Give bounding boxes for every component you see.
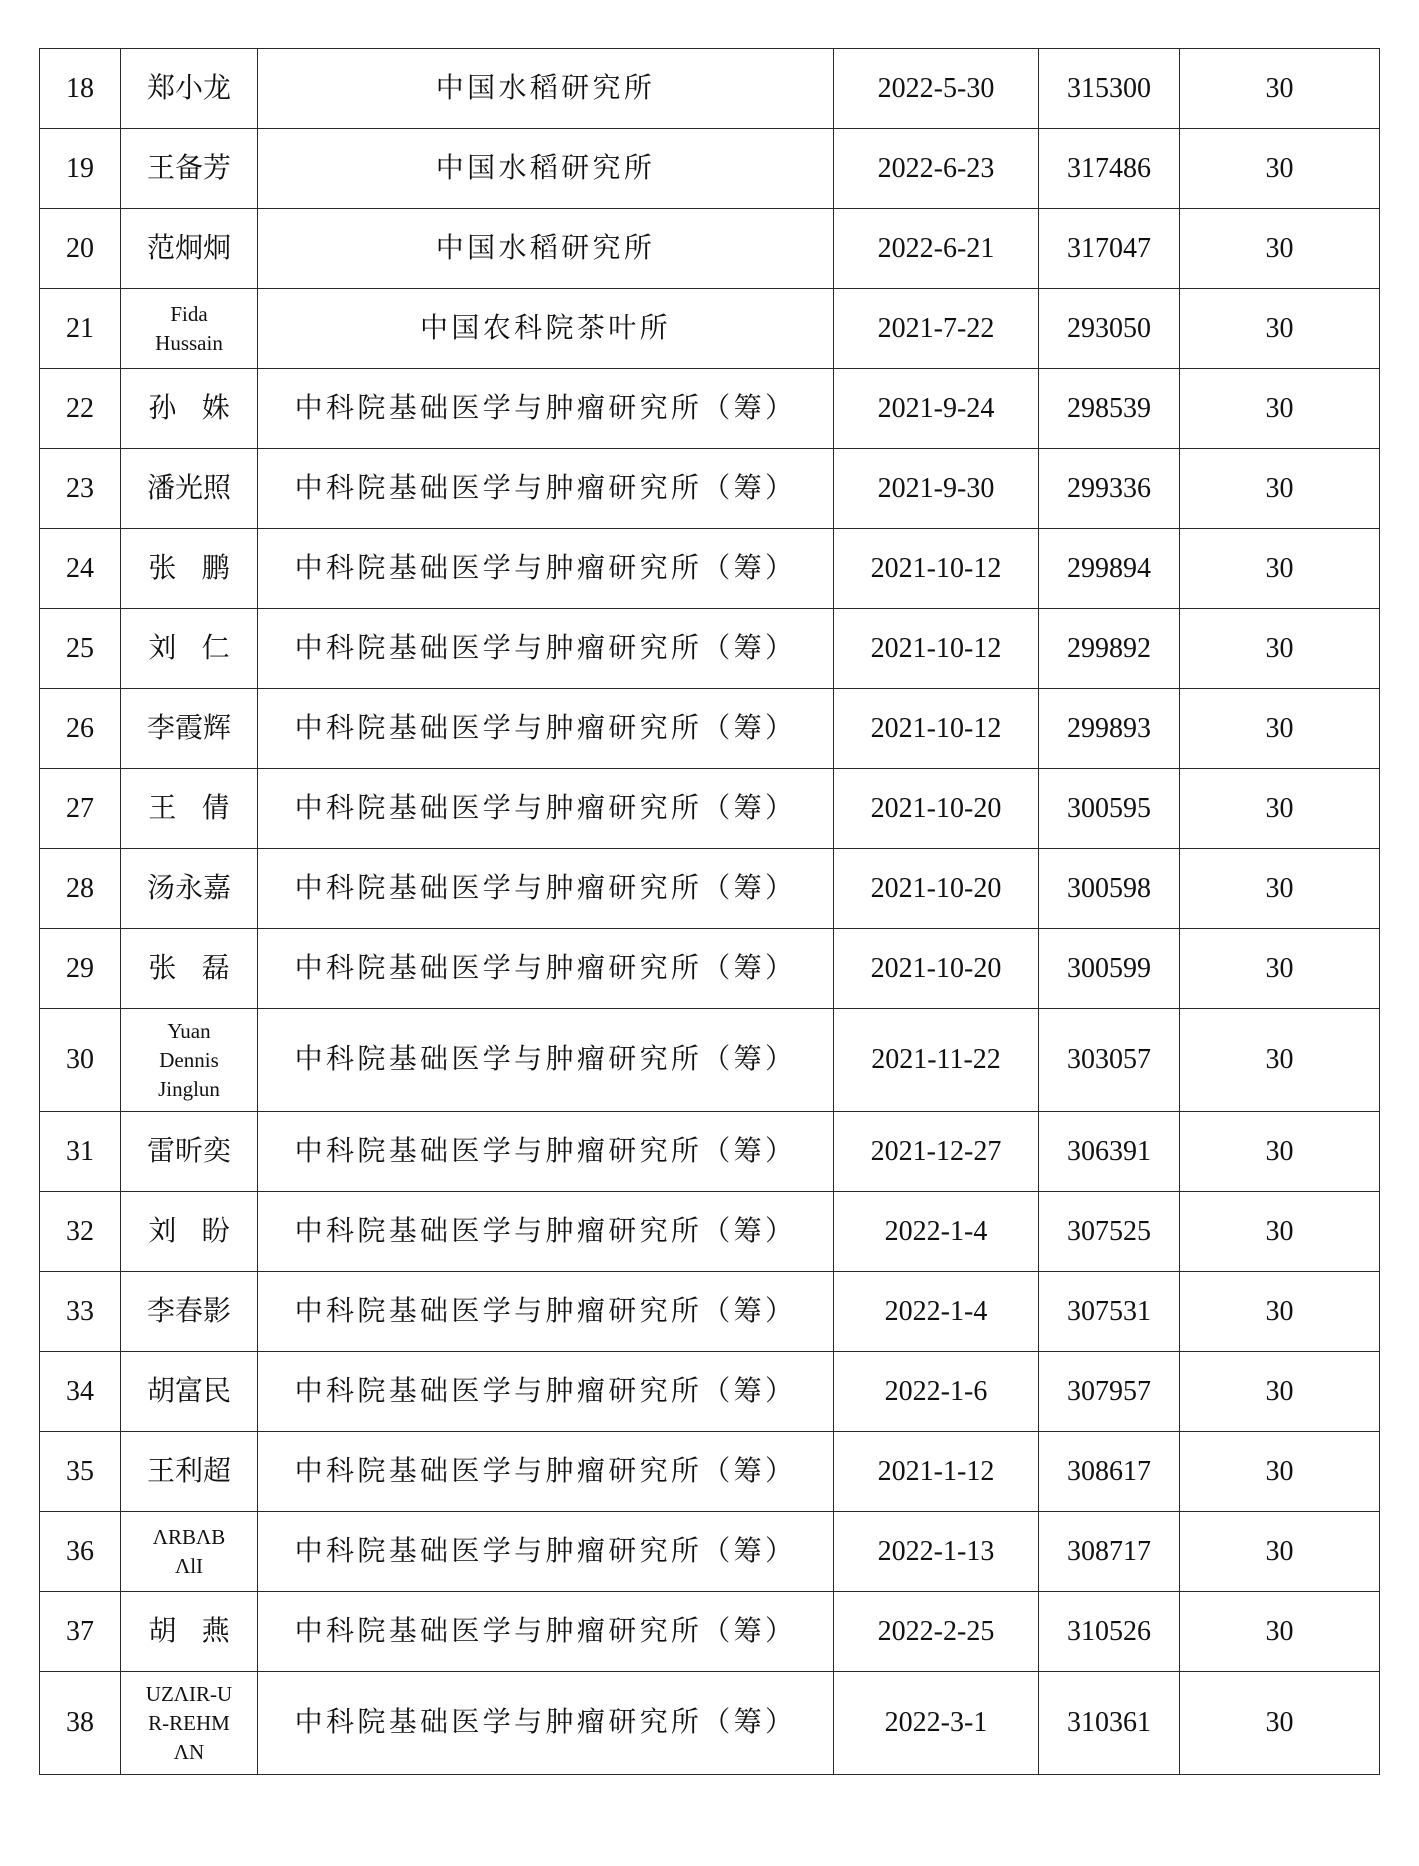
certificate-number-cell: 308617	[1039, 1432, 1180, 1512]
certificate-number-cell: 315300	[1039, 49, 1180, 129]
amount-cell: 30	[1180, 1192, 1380, 1272]
table-row	[40, 369, 1380, 449]
date-cell: 2021-9-24	[834, 369, 1039, 449]
institution-cell: 中国水稻研究所	[258, 49, 834, 129]
certificate-number-cell: 317047	[1039, 209, 1180, 289]
row-number-cell: 28	[40, 849, 121, 929]
certificate-number-cell: 298539	[1039, 369, 1180, 449]
name-cell: UZΛIR-U R-REHM ΛN	[121, 1672, 258, 1775]
certificate-number-cell: 299893	[1039, 689, 1180, 769]
date-cell: 2021-10-12	[834, 529, 1039, 609]
amount-cell: 30	[1180, 289, 1380, 369]
certificate-number-cell: 293050	[1039, 289, 1180, 369]
table-row	[40, 1192, 1380, 1272]
date-cell: 2022-6-21	[834, 209, 1039, 289]
date-cell: 2021-12-27	[834, 1112, 1039, 1192]
institution-cell: 中国水稻研究所	[258, 129, 834, 209]
roster-table	[39, 48, 1380, 1775]
table-row	[40, 529, 1380, 609]
date-cell: 2022-1-6	[834, 1352, 1039, 1432]
amount-cell: 30	[1180, 369, 1380, 449]
name-cell: 孙姝	[121, 369, 258, 449]
certificate-number-cell: 307531	[1039, 1272, 1180, 1352]
row-number-cell: 19	[40, 129, 121, 209]
certificate-number-cell: 299892	[1039, 609, 1180, 689]
row-number-cell: 23	[40, 449, 121, 529]
institution-cell: 中科院基础医学与肿瘤研究所（筹）	[258, 1512, 834, 1592]
date-cell: 2022-2-25	[834, 1592, 1039, 1672]
amount-cell: 30	[1180, 449, 1380, 529]
row-number-cell: 38	[40, 1672, 121, 1775]
table-row	[40, 1352, 1380, 1432]
institution-cell: 中科院基础医学与肿瘤研究所（筹）	[258, 609, 834, 689]
amount-cell: 30	[1180, 849, 1380, 929]
date-cell: 2021-11-22	[834, 1009, 1039, 1112]
amount-cell: 30	[1180, 689, 1380, 769]
institution-cell: 中科院基础医学与肿瘤研究所（筹）	[258, 1272, 834, 1352]
amount-cell: 30	[1180, 769, 1380, 849]
amount-cell: 30	[1180, 529, 1380, 609]
row-number-cell: 24	[40, 529, 121, 609]
date-cell: 2021-10-20	[834, 769, 1039, 849]
name-cell: 李霞辉	[121, 689, 258, 769]
certificate-number-cell: 299336	[1039, 449, 1180, 529]
amount-cell: 30	[1180, 1512, 1380, 1592]
table-row	[40, 609, 1380, 689]
certificate-number-cell: 310526	[1039, 1592, 1180, 1672]
row-number-cell: 29	[40, 929, 121, 1009]
institution-cell: 中科院基础医学与肿瘤研究所（筹）	[258, 689, 834, 769]
certificate-number-cell: 306391	[1039, 1112, 1180, 1192]
name-cell: 王倩	[121, 769, 258, 849]
date-cell: 2022-3-1	[834, 1672, 1039, 1775]
table-row	[40, 1009, 1380, 1112]
name-cell: 汤永嘉	[121, 849, 258, 929]
row-number-cell: 30	[40, 1009, 121, 1112]
row-number-cell: 20	[40, 209, 121, 289]
name-cell: 郑小龙	[121, 49, 258, 129]
table-row	[40, 289, 1380, 369]
certificate-number-cell: 307525	[1039, 1192, 1180, 1272]
date-cell: 2021-10-20	[834, 849, 1039, 929]
name-cell: 胡富民	[121, 1352, 258, 1432]
table-row	[40, 1272, 1380, 1352]
name-cell: 刘仁	[121, 609, 258, 689]
name-cell: 范炯炯	[121, 209, 258, 289]
name-cell: 张鹏	[121, 529, 258, 609]
row-number-cell: 21	[40, 289, 121, 369]
row-number-cell: 25	[40, 609, 121, 689]
certificate-number-cell: 299894	[1039, 529, 1180, 609]
amount-cell: 30	[1180, 1592, 1380, 1672]
name-cell: 张磊	[121, 929, 258, 1009]
amount-cell: 30	[1180, 1112, 1380, 1192]
institution-cell: 中科院基础医学与肿瘤研究所（筹）	[258, 369, 834, 449]
date-cell: 2022-1-13	[834, 1512, 1039, 1592]
date-cell: 2022-5-30	[834, 49, 1039, 129]
institution-cell: 中科院基础医学与肿瘤研究所（筹）	[258, 1672, 834, 1775]
name-cell: 刘盼	[121, 1192, 258, 1272]
roster-body	[40, 49, 1380, 1775]
institution-cell: 中国农科院茶叶所	[258, 289, 834, 369]
table-row	[40, 689, 1380, 769]
row-number-cell: 26	[40, 689, 121, 769]
date-cell: 2021-7-22	[834, 289, 1039, 369]
table-row	[40, 1592, 1380, 1672]
table-row	[40, 849, 1380, 929]
date-cell: 2022-1-4	[834, 1272, 1039, 1352]
institution-cell: 中科院基础医学与肿瘤研究所（筹）	[258, 529, 834, 609]
amount-cell: 30	[1180, 49, 1380, 129]
amount-cell: 30	[1180, 209, 1380, 289]
institution-cell: 中科院基础医学与肿瘤研究所（筹）	[258, 1192, 834, 1272]
date-cell: 2021-10-12	[834, 609, 1039, 689]
table-row	[40, 209, 1380, 289]
row-number-cell: 31	[40, 1112, 121, 1192]
date-cell: 2021-1-12	[834, 1432, 1039, 1512]
table-row	[40, 1432, 1380, 1512]
table-row	[40, 129, 1380, 209]
name-cell: 王利超	[121, 1432, 258, 1512]
row-number-cell: 36	[40, 1512, 121, 1592]
row-number-cell: 22	[40, 369, 121, 449]
date-cell: 2021-10-20	[834, 929, 1039, 1009]
date-cell: 2022-1-4	[834, 1192, 1039, 1272]
row-number-cell: 32	[40, 1192, 121, 1272]
row-number-cell: 18	[40, 49, 121, 129]
certificate-number-cell: 300598	[1039, 849, 1180, 929]
name-cell: 雷昕奕	[121, 1112, 258, 1192]
table-row	[40, 929, 1380, 1009]
certificate-number-cell: 308717	[1039, 1512, 1180, 1592]
row-number-cell: 37	[40, 1592, 121, 1672]
amount-cell: 30	[1180, 129, 1380, 209]
certificate-number-cell: 310361	[1039, 1672, 1180, 1775]
amount-cell: 30	[1180, 1672, 1380, 1775]
certificate-number-cell: 307957	[1039, 1352, 1180, 1432]
amount-cell: 30	[1180, 1432, 1380, 1512]
date-cell: 2022-6-23	[834, 129, 1039, 209]
row-number-cell: 35	[40, 1432, 121, 1512]
row-number-cell: 33	[40, 1272, 121, 1352]
name-cell: 潘光照	[121, 449, 258, 529]
table-row	[40, 1112, 1380, 1192]
institution-cell: 中科院基础医学与肿瘤研究所（筹）	[258, 929, 834, 1009]
certificate-number-cell: 317486	[1039, 129, 1180, 209]
amount-cell: 30	[1180, 1009, 1380, 1112]
institution-cell: 中科院基础医学与肿瘤研究所（筹）	[258, 849, 834, 929]
row-number-cell: 34	[40, 1352, 121, 1432]
table-row	[40, 1512, 1380, 1592]
amount-cell: 30	[1180, 929, 1380, 1009]
amount-cell: 30	[1180, 609, 1380, 689]
amount-cell: 30	[1180, 1272, 1380, 1352]
institution-cell: 中科院基础医学与肿瘤研究所（筹）	[258, 769, 834, 849]
institution-cell: 中科院基础医学与肿瘤研究所（筹）	[258, 1432, 834, 1512]
name-cell: ΛRBΛB ΛlI	[121, 1512, 258, 1592]
institution-cell: 中科院基础医学与肿瘤研究所（筹）	[258, 1009, 834, 1112]
name-cell: 王备芳	[121, 129, 258, 209]
name-cell: Yuan Dennis Jinglun	[121, 1009, 258, 1112]
name-cell: 胡燕	[121, 1592, 258, 1672]
amount-cell: 30	[1180, 1352, 1380, 1432]
certificate-number-cell: 300595	[1039, 769, 1180, 849]
table-row	[40, 49, 1380, 129]
certificate-number-cell: 303057	[1039, 1009, 1180, 1112]
certificate-number-cell: 300599	[1039, 929, 1180, 1009]
table-row	[40, 1672, 1380, 1775]
name-cell: 李春影	[121, 1272, 258, 1352]
institution-cell: 中科院基础医学与肿瘤研究所（筹）	[258, 449, 834, 529]
date-cell: 2021-9-30	[834, 449, 1039, 529]
row-number-cell: 27	[40, 769, 121, 849]
institution-cell: 中国水稻研究所	[258, 209, 834, 289]
table-row	[40, 449, 1380, 529]
institution-cell: 中科院基础医学与肿瘤研究所（筹）	[258, 1352, 834, 1432]
table-row	[40, 769, 1380, 849]
date-cell: 2021-10-12	[834, 689, 1039, 769]
institution-cell: 中科院基础医学与肿瘤研究所（筹）	[258, 1592, 834, 1672]
institution-cell: 中科院基础医学与肿瘤研究所（筹）	[258, 1112, 834, 1192]
name-cell: Fida Hussain	[121, 289, 258, 369]
